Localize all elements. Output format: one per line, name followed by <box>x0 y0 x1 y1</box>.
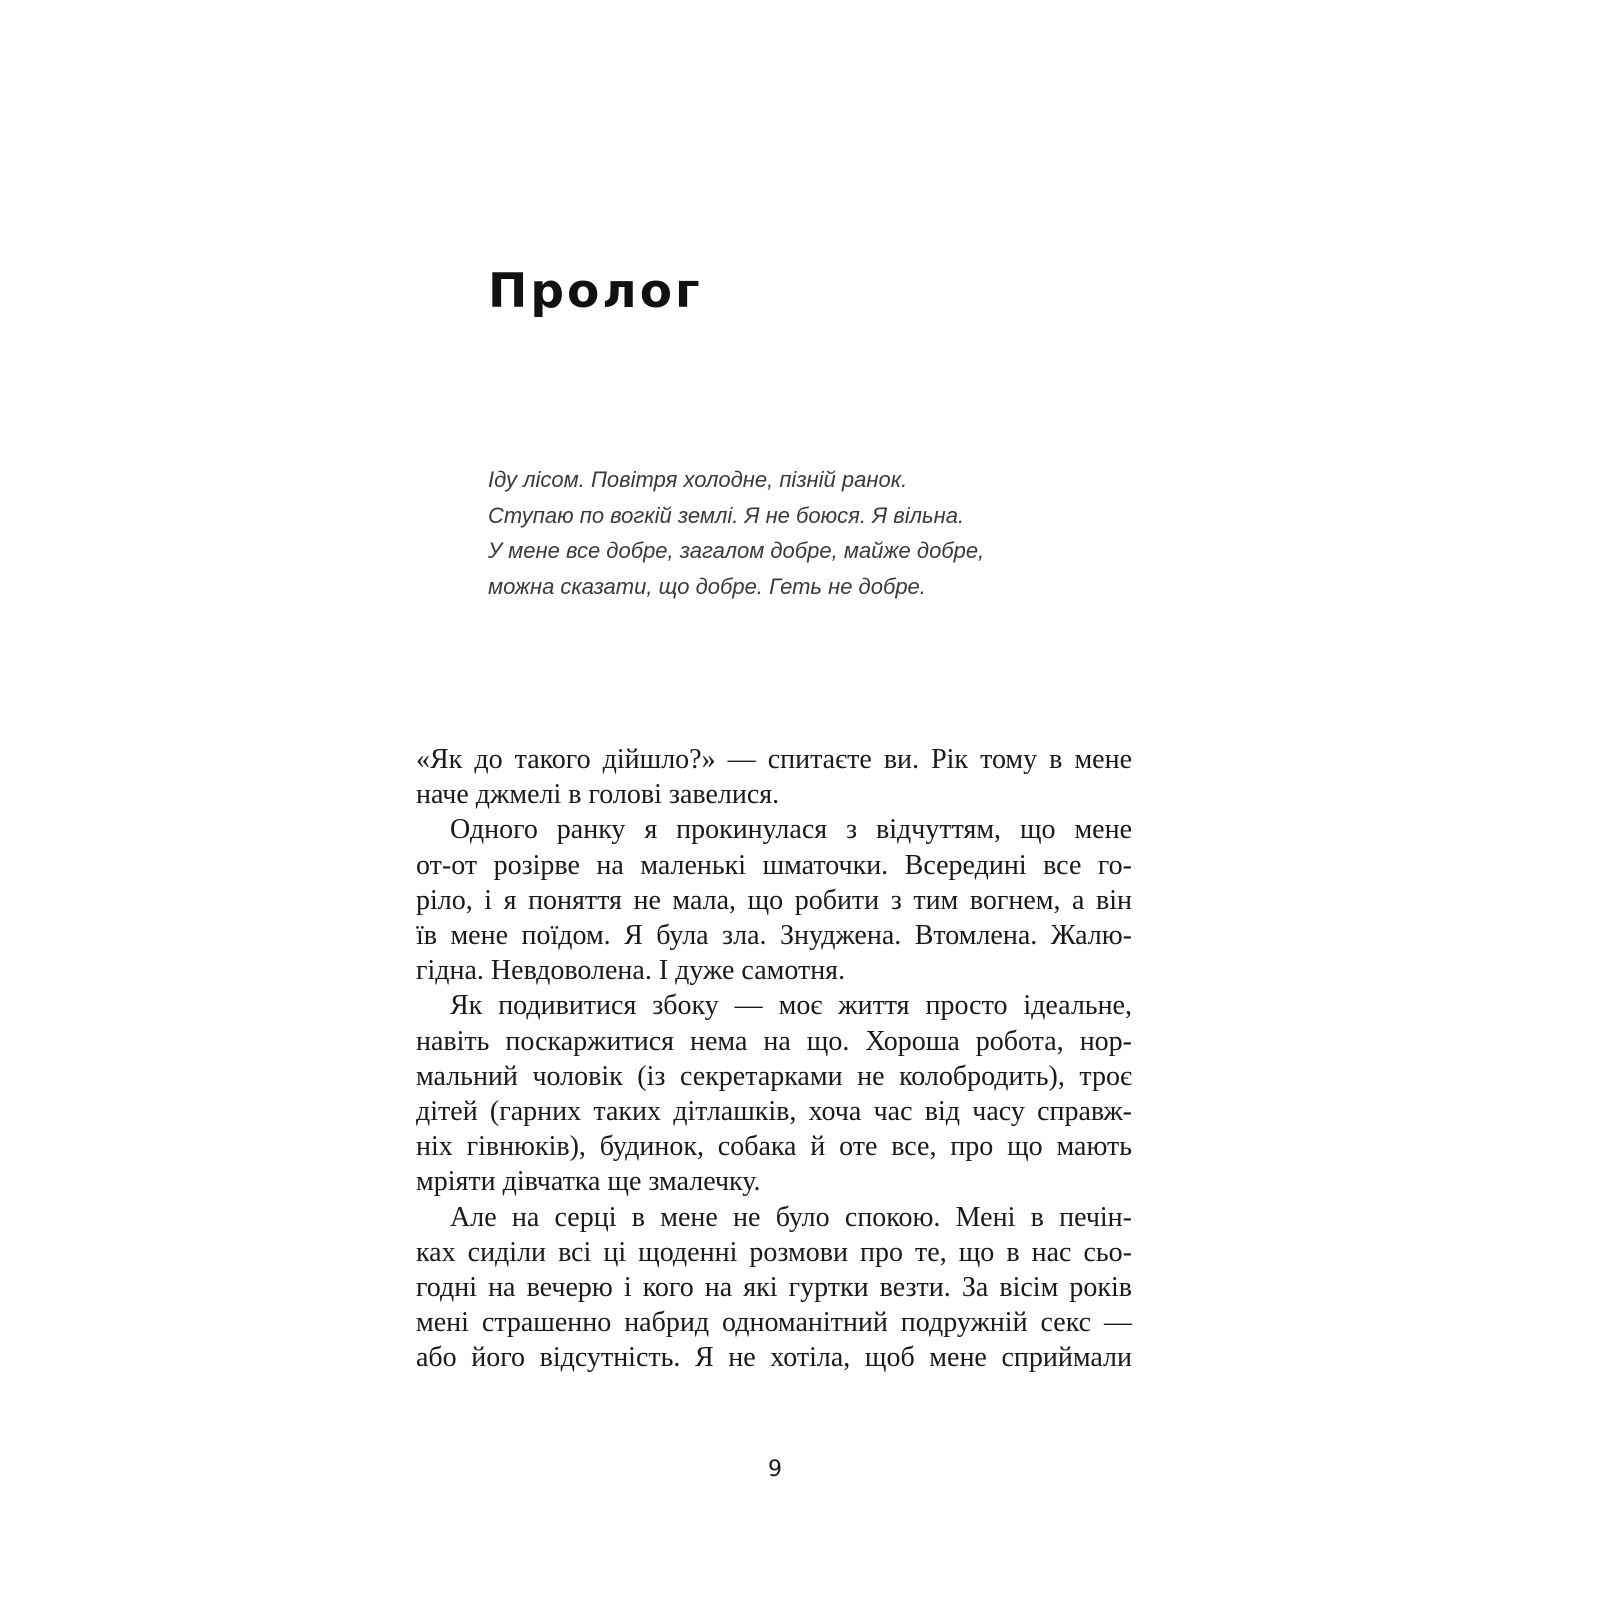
body-text <box>416 742 1132 1376</box>
body-line: гідна. Невдоволена. І дуже самотня. <box>416 955 846 987</box>
page-number: 9 <box>768 1457 782 1482</box>
body-line: «Як до такого дійшло?» — спитаєте ви. Рік тому в мене <box>416 744 1132 775</box>
epigraph-line: Ступаю по вогкій землі. Я не боюся. Я вільна. <box>488 502 965 528</box>
body-line: Як подивитися збоку — моє життя просто ідеальне, <box>450 990 1132 1022</box>
body-line: навіть поскаржитися нема на що. Хороша робота, нор- <box>416 1025 1132 1057</box>
body-line: ріло, і я поняття не мала, що робити з тим вогнем, а він <box>416 884 1132 916</box>
epigraph <box>488 462 1128 604</box>
body-line: от-от розірве на маленькі шматочки. Всередині все го- <box>416 849 1132 881</box>
body-line: годні на вечерю і кого на які гуртки везти. За вісім років <box>416 1272 1132 1304</box>
epigraph-line: можна сказати, що добре. Геть не добре. <box>488 573 926 599</box>
chapter-title: Пролог <box>488 264 703 319</box>
epigraph-line: У мене все добре, загалом добре, майже добре, <box>488 538 985 563</box>
body-line: наче джмелі в голові завелися. <box>416 779 780 811</box>
body-line: ніх гівнюків), будинок, собака й оте все, про що мають <box>416 1131 1132 1163</box>
body-line: їв мене поїдом. Я була зла. Знуджена. Втомлена. Жалю- <box>416 920 1132 952</box>
body-line: Одного ранку я прокинулася з відчуттям, що мене <box>450 814 1132 846</box>
body-line: або його відсутність. Я не хотіла, щоб мене сприймали <box>416 1342 1132 1374</box>
body-line: мріяти дівчатка ще змалечку. <box>416 1166 761 1198</box>
body-line: мальний чоловік (із секретарками не колобродить), троє <box>416 1060 1132 1092</box>
body-line: мені страшенно набрид одноманітний подружній секс — <box>416 1307 1132 1339</box>
body-line: Але на серці в мене не було спокою. Мені в печін- <box>450 1201 1132 1233</box>
body-line: дітей (гарних таких дітлашків, хоча час від часу справж- <box>416 1096 1132 1128</box>
epigraph-line: Іду лісом. Повітря холодне, пізній ранок. <box>488 467 908 492</box>
body-line: ках сиділи всі ці щоденні розмови про те, що в нас сьо- <box>416 1236 1132 1268</box>
